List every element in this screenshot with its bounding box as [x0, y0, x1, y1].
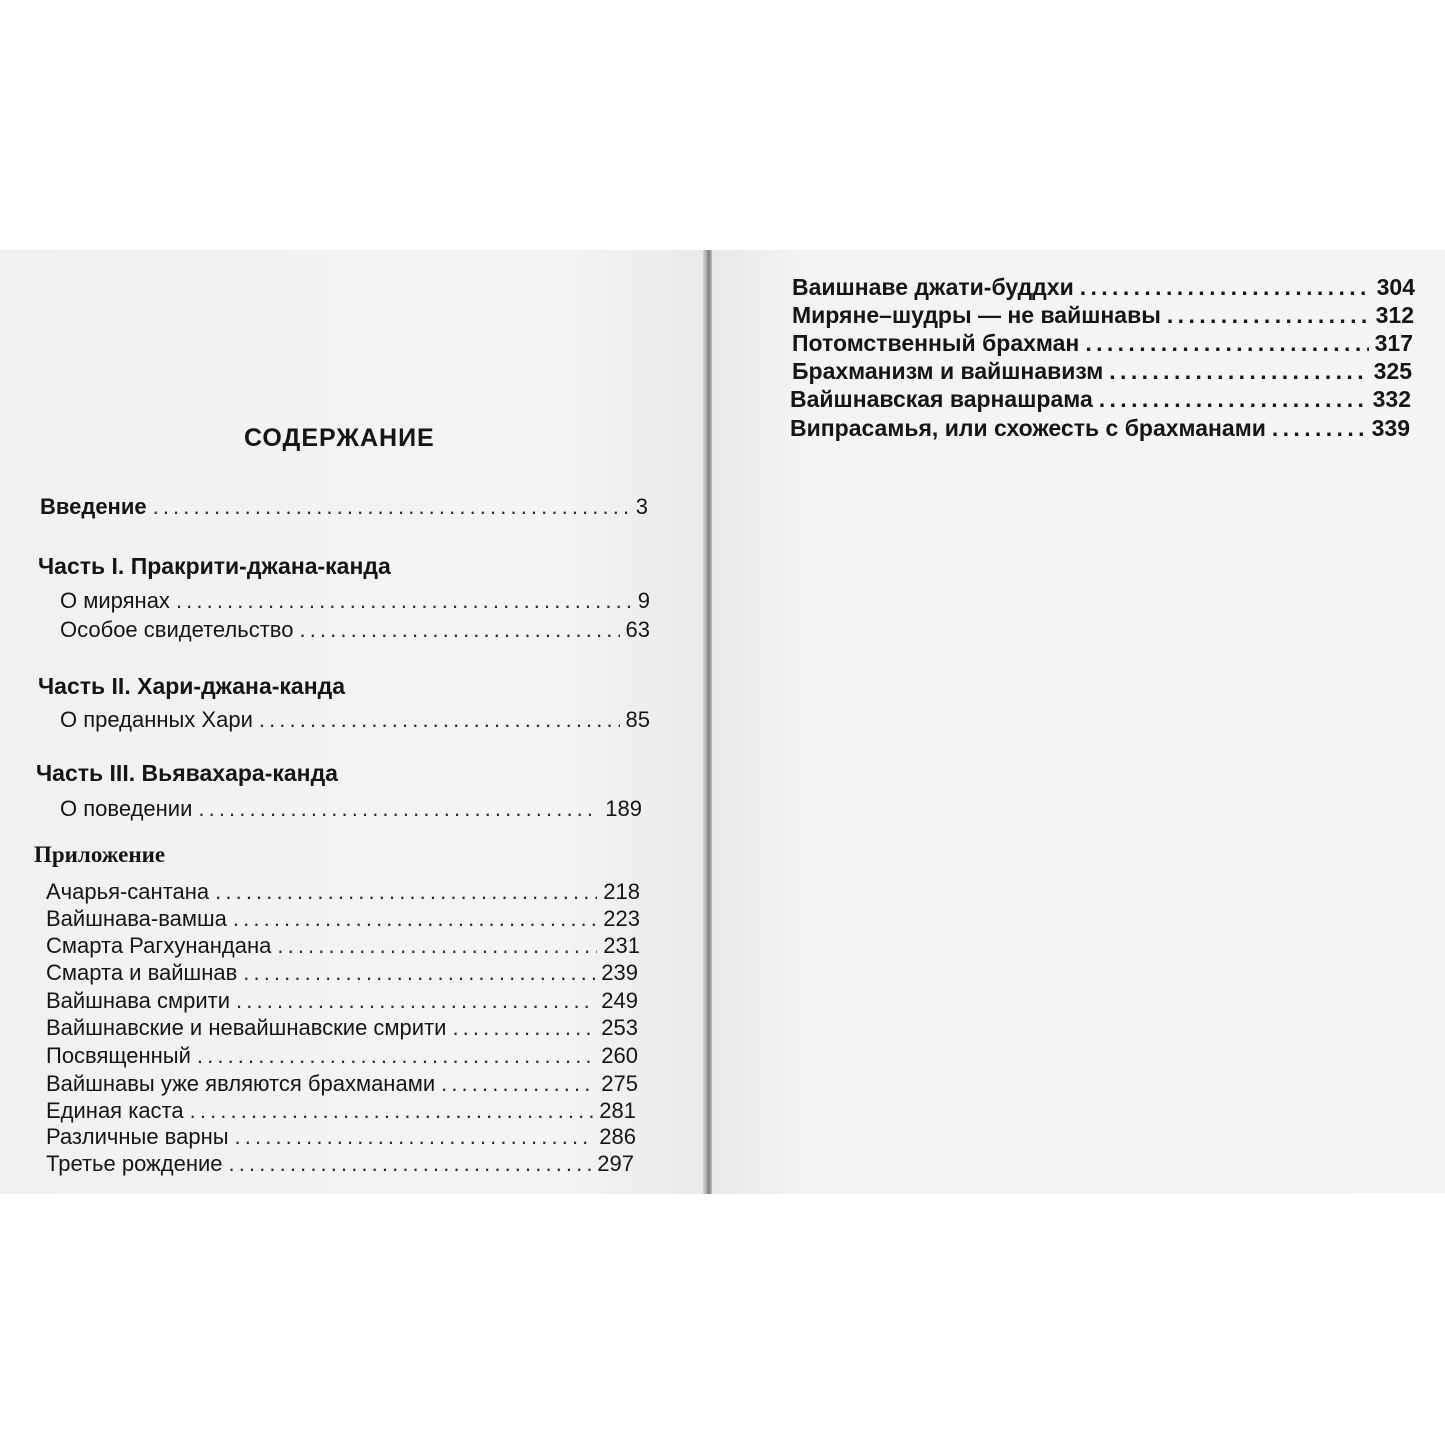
- toc-entry-label: Смарта Рагхунандана: [46, 933, 272, 958]
- toc-entry-label: Третье рождение: [46, 1151, 223, 1176]
- toc-entry-page: 63: [625, 617, 650, 642]
- toc-entry-label: Вайшнавы уже являются брахманами: [46, 1071, 436, 1096]
- toc-entry-page: 3: [635, 494, 648, 519]
- leader-dots: [259, 706, 620, 733]
- toc-entry-label: О мирянах: [60, 588, 170, 613]
- toc-entry-intro: [40, 493, 648, 520]
- toc-entry-label: Смарта и вайшнав: [46, 960, 238, 985]
- toc-entry-label: О поведении: [60, 796, 193, 821]
- toc-entry-label: Введение: [40, 494, 147, 519]
- toc-entry-label: Брахманизм и вайшнавизм: [792, 358, 1104, 384]
- leader-dots: [233, 905, 597, 932]
- toc-entry: [46, 1097, 636, 1124]
- toc-entry: [46, 959, 638, 986]
- toc-entry-label: Вайшнава-вамша: [46, 906, 227, 931]
- toc-entry-page: 218: [603, 879, 640, 904]
- toc-entry-label: Единая каста: [46, 1098, 184, 1123]
- toc-entry-page: 9: [637, 588, 650, 613]
- toc-entry: [46, 1070, 638, 1097]
- toc-entry-label: Посвященный: [46, 1043, 191, 1068]
- toc-entry-label: Вайшнавские и невайшнавские смрити: [46, 1015, 447, 1040]
- toc-entry-page: 189: [605, 796, 642, 821]
- toc-entry-label: Вайшнавская варнашрама: [790, 386, 1093, 412]
- toc-entry-page: 332: [1372, 386, 1411, 412]
- toc-entry-page: 317: [1374, 330, 1413, 356]
- leader-dots: [1167, 302, 1370, 329]
- leader-dots: [1109, 358, 1367, 385]
- toc-entry: [792, 358, 1412, 385]
- leader-dots: [235, 1123, 594, 1150]
- toc-entry: [46, 987, 638, 1014]
- leader-dots: [1099, 386, 1367, 413]
- leader-dots: [243, 959, 595, 986]
- toc-entry-page: 312: [1375, 302, 1414, 328]
- toc-entry-page: 325: [1373, 358, 1412, 384]
- right-page: [712, 250, 1445, 1194]
- leader-dots: [441, 1070, 595, 1097]
- part-heading: Часть III. Вьявахара-канда: [36, 760, 338, 786]
- book-spread: [0, 250, 1445, 1194]
- leader-dots: [452, 1014, 595, 1041]
- toc-entry: [792, 274, 1415, 301]
- toc-entry-page: 281: [599, 1098, 636, 1123]
- toc-entry: [60, 587, 650, 614]
- toc-entry-page: 260: [601, 1043, 638, 1068]
- toc-entry: [60, 616, 650, 643]
- toc-entry-page: 223: [603, 906, 640, 931]
- leader-dots: [277, 932, 597, 959]
- toc-entry: [790, 386, 1411, 413]
- leader-dots: [229, 1150, 592, 1177]
- leader-dots: [198, 795, 599, 822]
- toc-entry-label: О преданных Хари: [60, 707, 253, 732]
- toc-entry: [60, 706, 650, 733]
- toc-entry: [792, 302, 1414, 329]
- toc-entry-page: 231: [603, 933, 640, 958]
- toc-entry-label: Випрасамья, или схожесть с брахманами: [790, 415, 1266, 441]
- leader-dots: [1080, 274, 1371, 301]
- toc-entry-page: 286: [599, 1124, 636, 1149]
- left-page: [0, 250, 704, 1194]
- toc-entry: [46, 1042, 638, 1069]
- toc-entry: [60, 795, 642, 822]
- leader-dots: [1085, 330, 1368, 357]
- part-heading: Часть II. Хари-джана-канда: [38, 673, 345, 699]
- leader-dots: [153, 493, 630, 520]
- toc-entry-label: Потомственный брахман: [792, 330, 1080, 356]
- toc-entry-page: 275: [601, 1071, 638, 1096]
- leader-dots: [197, 1042, 595, 1069]
- leader-dots: [190, 1097, 594, 1124]
- leader-dots: [1272, 415, 1366, 442]
- toc-entry-label: Вайшнава смрити: [46, 988, 231, 1013]
- leader-dots: [176, 587, 632, 614]
- toc-entry: [790, 415, 1410, 442]
- page-title: СОДЕРЖАНИЕ: [244, 424, 435, 452]
- toc-entry-label: Особое свидетельство: [60, 617, 294, 642]
- part-heading: Часть I. Пракрити-джана-канда: [38, 553, 391, 579]
- leader-dots: [215, 878, 597, 905]
- toc-entry: [46, 878, 640, 905]
- toc-entry: [792, 330, 1413, 357]
- toc-entry-page: 253: [601, 1015, 638, 1040]
- toc-entry: [46, 905, 640, 932]
- toc-entry-label: Ачарья-сантана: [46, 879, 210, 904]
- toc-entry-page: 339: [1371, 415, 1410, 441]
- toc-entry-page: 85: [625, 707, 650, 732]
- toc-entry-label: Различные варны: [46, 1124, 229, 1149]
- appendix-heading: Приложение: [34, 842, 166, 867]
- toc-entry: [46, 1150, 634, 1177]
- toc-entry-label: Ваишнаве джати-буддхи: [792, 274, 1074, 300]
- toc-entry-page: 239: [601, 960, 638, 985]
- toc-entry: [46, 932, 640, 959]
- toc-entry: [46, 1123, 636, 1150]
- leader-dots: [236, 987, 595, 1014]
- toc-entry: [46, 1014, 638, 1041]
- toc-entry-page: 304: [1376, 274, 1415, 300]
- leader-dots: [299, 616, 619, 643]
- toc-entry-page: 297: [597, 1151, 634, 1176]
- toc-entry-page: 249: [601, 988, 638, 1013]
- toc-entry-label: Миряне–шудры — не вайшнавы: [792, 302, 1161, 328]
